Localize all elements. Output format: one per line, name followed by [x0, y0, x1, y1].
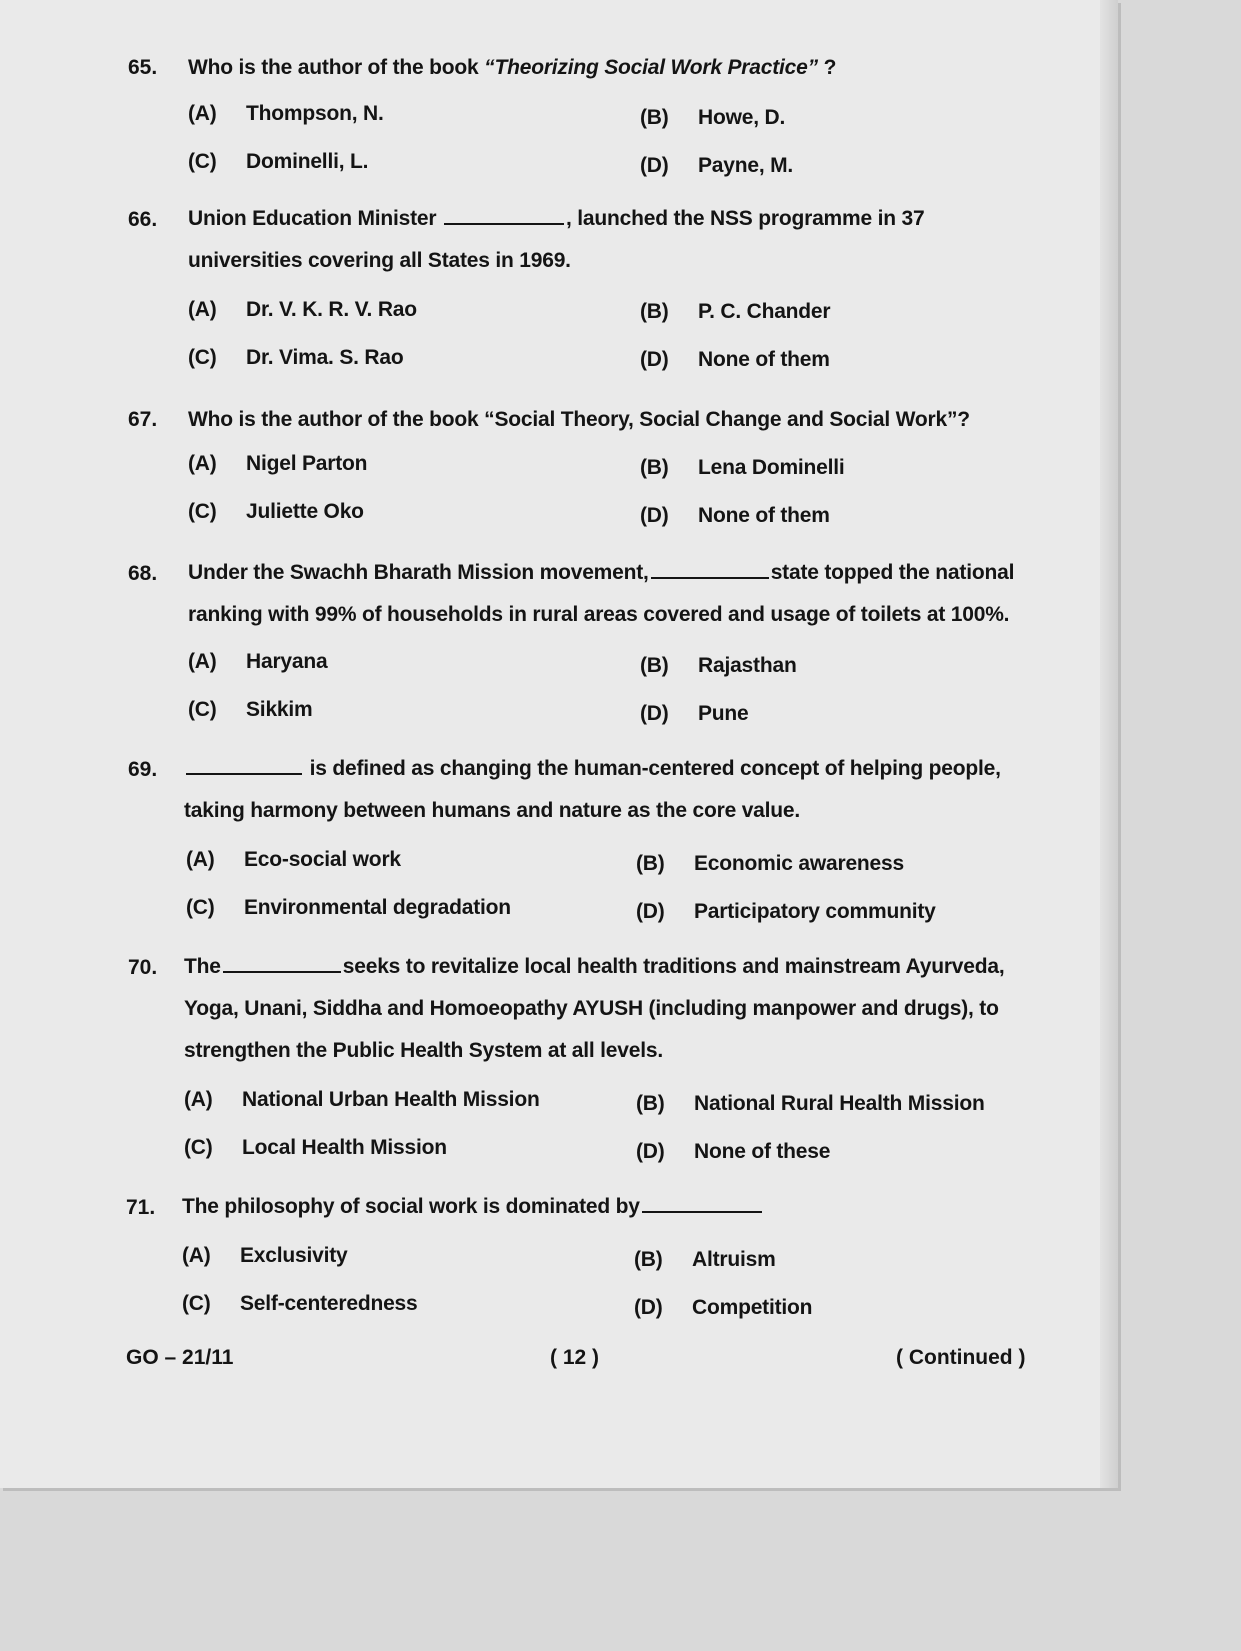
question-text-part: seeks to revitalize local health traditions and mainstream Ayurveda,	[342, 955, 1005, 978]
option-label: (C)	[188, 150, 217, 173]
question-line	[184, 946, 1064, 988]
question-text	[188, 56, 1068, 80]
option-c	[186, 896, 511, 920]
question-number: 66.	[128, 208, 158, 231]
option-text: Lena Dominelli	[698, 456, 845, 479]
option-a	[188, 452, 367, 476]
question-text	[184, 748, 1064, 832]
option-text: Thompson, N.	[246, 102, 384, 125]
option-text: None of these	[694, 1140, 831, 1163]
option-text: Environmental degradation	[244, 896, 511, 919]
question-number: 71.	[126, 1196, 156, 1219]
option-c	[188, 698, 313, 722]
option-c	[188, 346, 403, 370]
option-b	[640, 106, 785, 130]
question-text-part: Who is the author of the book	[188, 56, 485, 79]
question-line: universities covering all States in 1969.	[188, 249, 571, 272]
option-text: Exclusivity	[240, 1244, 348, 1267]
answer-blank	[642, 1193, 762, 1213]
option-a	[188, 102, 384, 126]
option-label: (D)	[636, 1140, 665, 1163]
question-line	[184, 748, 1064, 790]
option-text: Economic awareness	[694, 852, 904, 875]
option-b	[640, 654, 797, 678]
question-text-part: ?	[817, 56, 837, 79]
question-line: taking harmony between humans and nature as the core value.	[184, 799, 801, 822]
option-text: Dominelli, L.	[246, 150, 369, 173]
option-text: Nigel Parton	[246, 452, 368, 475]
option-text: Dr. V. K. R. V. Rao	[246, 298, 417, 321]
option-text: Competition	[692, 1296, 813, 1319]
option-c	[188, 150, 368, 174]
option-label: (D)	[640, 702, 669, 725]
option-label: (A)	[182, 1244, 211, 1267]
option-label: (A)	[188, 650, 217, 673]
question-line: strengthen the Public Health System at all levels.	[184, 1039, 663, 1062]
option-b	[636, 1092, 985, 1116]
option-b	[640, 456, 845, 480]
option-label: (C)	[188, 500, 217, 523]
question-line: Yoga, Unani, Siddha and Homoeopathy AYUSH (including manpower and drugs), to	[184, 997, 999, 1020]
option-label: (B)	[640, 300, 669, 323]
question-number: 65.	[128, 56, 158, 79]
option-b	[634, 1248, 776, 1272]
option-a	[188, 650, 327, 674]
option-text: Dr. Vima. S. Rao	[246, 346, 404, 369]
answer-blank	[186, 755, 302, 775]
option-d	[640, 348, 830, 372]
question-text-part: is defined as changing the human-centered concept of helping people,	[309, 757, 1001, 780]
question-line: ranking with 99% of households in rural areas covered and usage of toilets at 100%.	[188, 603, 1010, 626]
option-label: (D)	[640, 504, 669, 527]
question-line	[188, 198, 1068, 240]
option-c	[188, 500, 364, 524]
option-b	[640, 300, 830, 324]
option-b	[636, 852, 904, 876]
option-label: (C)	[188, 346, 217, 369]
option-text: Haryana	[246, 650, 328, 673]
question-text	[184, 946, 1064, 1072]
option-label: (B)	[636, 852, 665, 875]
question-line	[182, 1186, 1062, 1228]
option-text: Participatory community	[694, 900, 936, 923]
option-text: Payne, M.	[698, 154, 794, 177]
question-text	[182, 1186, 1062, 1228]
option-c	[182, 1292, 418, 1316]
answer-blank	[223, 953, 341, 973]
option-text: National Urban Health Mission	[242, 1088, 540, 1111]
option-text: Juliette Oko	[246, 500, 364, 523]
option-text: Rajasthan	[698, 654, 797, 677]
option-a	[186, 848, 401, 872]
answer-blank	[444, 205, 564, 225]
option-label: (C)	[184, 1136, 213, 1159]
question-text-part: The philosophy of social work is dominated by	[182, 1195, 640, 1218]
question-text-part: The	[184, 955, 221, 978]
option-d	[640, 504, 830, 528]
paper-code: GO – 21/11	[126, 1346, 234, 1369]
question-line	[188, 552, 1068, 594]
continued-label: ( Continued )	[896, 1346, 1026, 1369]
option-text: Self-centeredness	[240, 1292, 418, 1315]
option-text: Sikkim	[246, 698, 313, 721]
option-text: None of them	[698, 504, 830, 527]
question-number: 68.	[128, 562, 158, 585]
option-label: (D)	[640, 154, 669, 177]
option-text: None of them	[698, 348, 830, 371]
option-label: (D)	[634, 1296, 663, 1319]
option-d	[640, 702, 749, 726]
option-label: (A)	[186, 848, 215, 871]
question-text-part: Under the Swachh Bharath Mission movement,	[188, 561, 649, 584]
option-label: (B)	[640, 106, 669, 129]
option-d	[636, 1140, 830, 1164]
option-label: (A)	[184, 1088, 213, 1111]
option-d	[640, 154, 793, 178]
question-text	[188, 552, 1068, 636]
page-number: ( 12 )	[550, 1346, 600, 1369]
option-text: Eco-social work	[244, 848, 401, 871]
option-text: Howe, D.	[698, 106, 786, 129]
option-text: Local Health Mission	[242, 1136, 447, 1159]
question-text-part: state topped the national	[770, 561, 1015, 584]
question-number: 69.	[128, 758, 158, 781]
option-a	[182, 1244, 348, 1268]
option-text: P. C. Chander	[698, 300, 831, 323]
option-label: (C)	[186, 896, 215, 919]
question-text: Who is the author of the book “Social Theory, Social Change and Social Work”?	[188, 408, 970, 431]
option-label: (C)	[188, 698, 217, 721]
option-text: Altruism	[692, 1248, 776, 1271]
option-label: (D)	[636, 900, 665, 923]
option-d	[634, 1296, 812, 1320]
option-label: (A)	[188, 102, 217, 125]
question-number: 67.	[128, 408, 158, 431]
option-d	[636, 900, 936, 924]
option-label: (C)	[182, 1292, 211, 1315]
option-label: (A)	[188, 452, 217, 475]
option-a	[184, 1088, 540, 1112]
answer-blank	[651, 559, 769, 579]
option-label: (B)	[640, 456, 669, 479]
option-text: Pune	[698, 702, 749, 725]
option-label: (D)	[640, 348, 669, 371]
book-title: “Theorizing Social Work Practice”	[484, 56, 818, 79]
option-c	[184, 1136, 447, 1160]
question-text-part: Union Education Minister	[188, 207, 437, 230]
option-label: (B)	[634, 1248, 663, 1271]
option-label: (B)	[640, 654, 669, 677]
question-text-part: , launched the NSS programme in 37	[566, 207, 925, 230]
question-number: 70.	[128, 956, 158, 979]
option-label: (B)	[636, 1092, 665, 1115]
option-text: National Rural Health Mission	[694, 1092, 985, 1115]
option-a	[188, 298, 417, 322]
option-label: (A)	[188, 298, 217, 321]
page-edge	[1100, 0, 1118, 1488]
question-text	[188, 198, 1068, 282]
